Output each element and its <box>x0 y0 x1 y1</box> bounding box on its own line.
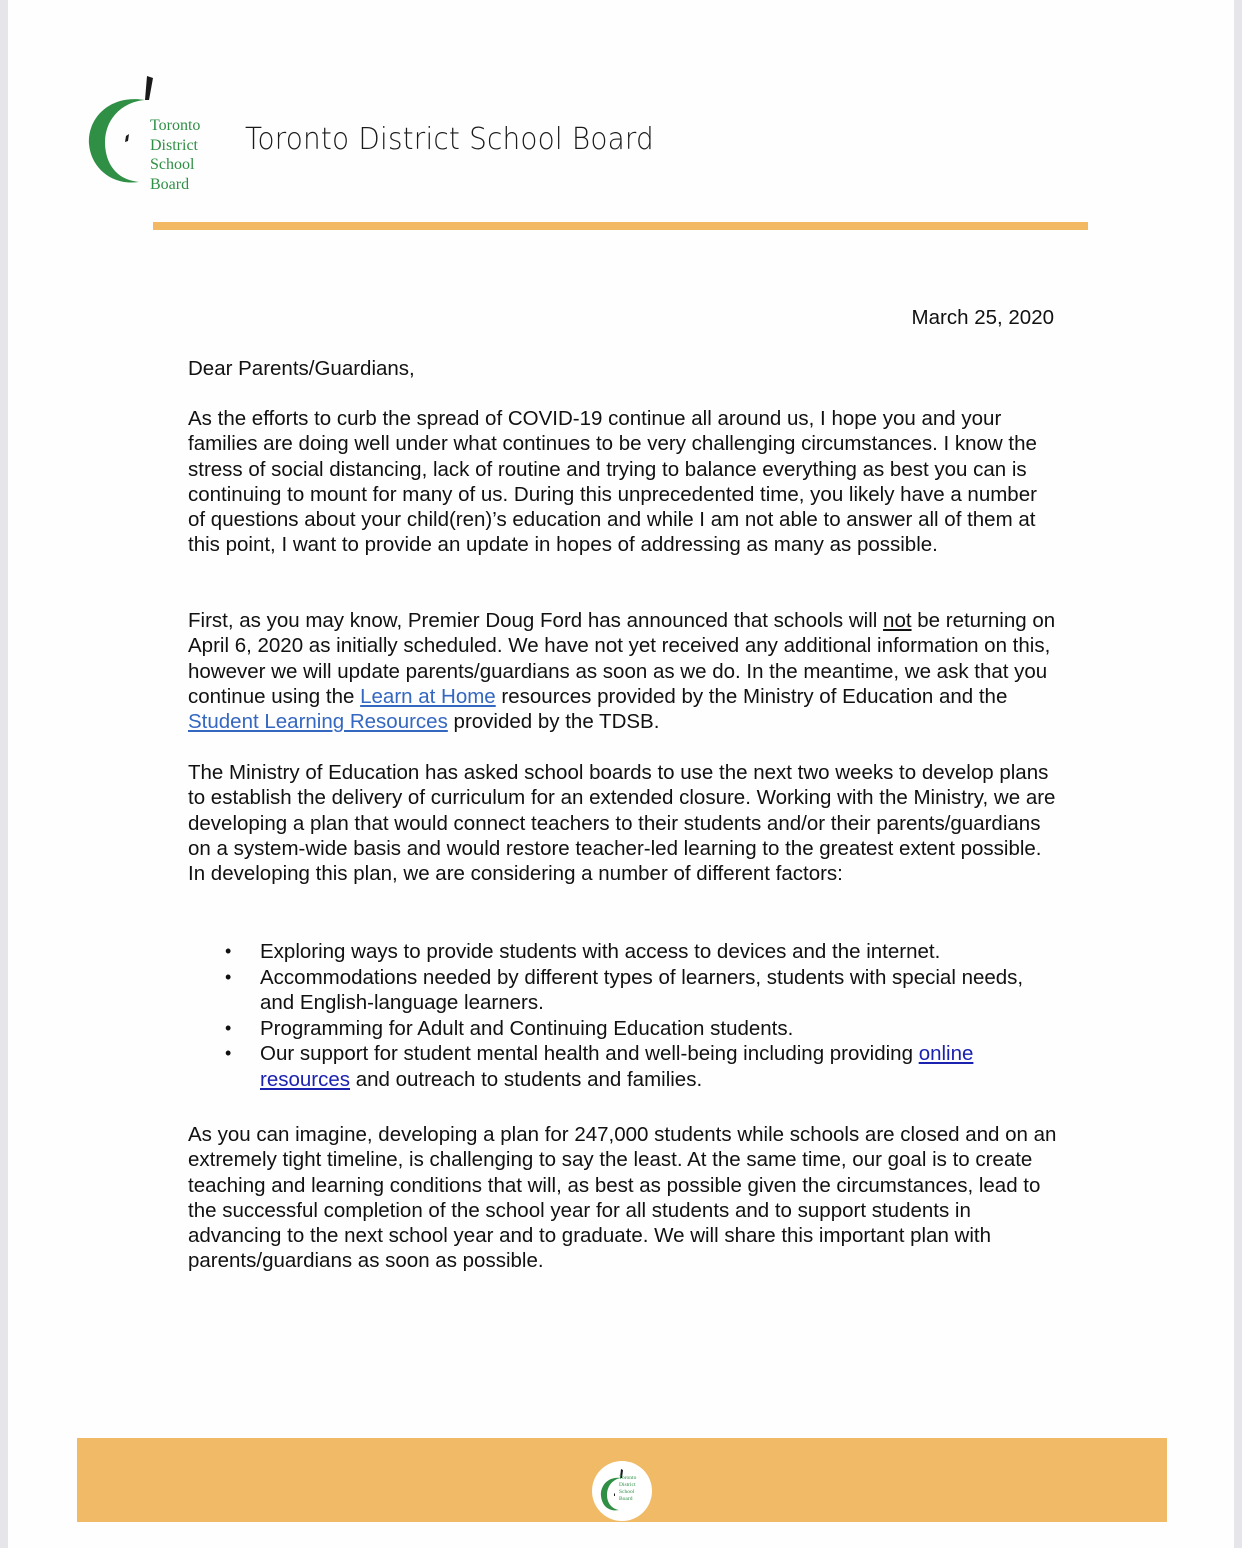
org-title: Toronto District School Board <box>245 122 654 157</box>
text: provided by the TDSB. <box>447 710 660 734</box>
bullet-icon: • <box>225 966 232 987</box>
list-item <box>188 1016 1058 1042</box>
logo-line: District <box>619 1482 636 1488</box>
paragraph-intro: As the efforts to curb the spread of COVID-19 continue all around us, I hope you and your families are doing well under what continues to be very challenging circumstances. I know the stress of social distancing, lack of routine and trying to balance everything as best you can is continuing to mount for many of us. During this unprecedented time, you likely have a number of questions about your child(ren)’s education and while I am not able to answer all of them at this point, I want to provide an update in hopes of addressing as many as possible. <box>188 407 1037 557</box>
logo-line: District <box>150 136 198 154</box>
logo-line: Toronto <box>150 117 201 134</box>
tdsb-logo <box>87 76 217 193</box>
apple-logo-icon <box>87 76 157 188</box>
list-item <box>188 1041 1058 1092</box>
footer-logo <box>592 1461 652 1521</box>
logo-line: School <box>150 156 195 173</box>
list-item <box>188 939 1058 965</box>
text: be returning on April 6, 2020 as initially scheduled. We have not yet received any additional information on this, however we will update parents/guardians as soon as we do. In the meantime, we ask that you continue using the <box>188 609 1056 708</box>
list-item <box>188 965 1058 1016</box>
paragraph-school-closure <box>188 608 1058 734</box>
paragraph-ministry-plan: The Ministry of Education has asked school boards to use the next two weeks to develop plans to establish the delivery of curriculum for an extended closure. Working with the Ministry, we are developing a plan that would connect teachers to their students and/or their parents/guardians on a system-wide basis and would restore teacher-led learning to the greatest extent possible. In developing this plan, we are considering a number of different factors: <box>188 761 1056 886</box>
letter-greeting: Dear Parents/Guardians, <box>188 357 415 380</box>
list-item-text: Our support for student mental health and well-being including providing <box>260 1042 919 1066</box>
letter-date: March 25, 2020 <box>911 306 1054 329</box>
factors-list <box>188 939 1058 1093</box>
header-divider <box>153 222 1088 230</box>
text: First, as you may know, Premier Doug Ford has announced that schools will <box>188 609 884 632</box>
bullet-icon: • <box>225 1017 232 1038</box>
bullet-icon: • <box>225 1043 232 1064</box>
right-window-edge <box>1234 0 1242 1548</box>
student-learning-resources-link[interactable]: Student Learning Resources <box>188 710 448 734</box>
logo-line: Toronto <box>619 1475 637 1481</box>
list-item-text: Exploring ways to provide students with access to devices and the internet. <box>260 940 941 963</box>
list-item-text: and outreach to students and families. <box>350 1067 703 1091</box>
text: resources provided by the Ministry of Education and the <box>495 684 1008 708</box>
emphasis-not: not <box>883 609 912 632</box>
list-item-text: Accommodations needed by different types of learners, students with special needs, and English-language learners. <box>260 965 1024 1015</box>
bullet-icon: • <box>225 941 232 961</box>
footer-logo-wordmark <box>619 1475 636 1503</box>
logo-line: School <box>619 1489 635 1495</box>
online-resources-link[interactable]: online resources <box>260 1042 974 1091</box>
paragraph-closing: As you can imagine, developing a plan for 247,000 students while schools are closed and on an extremely tight timeline, is challenging to say the least. At the same time, our goal is to create teaching and learning conditions that will, as best as possible given the circumstances, lead to the successful completion of the school year for all students and to support students in advancing to the next school year and to graduate. We will share this important plan with parents/guardians as soon as possible. <box>188 1123 1057 1273</box>
logo-line: Board <box>150 175 190 193</box>
list-item-text: Programming for Adult and Continuing Education students. <box>260 1016 794 1040</box>
left-window-edge <box>0 0 8 1548</box>
learn-at-home-link[interactable]: Learn at Home <box>360 684 496 708</box>
logo-wordmark <box>150 116 200 194</box>
logo-line: Board <box>619 1496 633 1502</box>
